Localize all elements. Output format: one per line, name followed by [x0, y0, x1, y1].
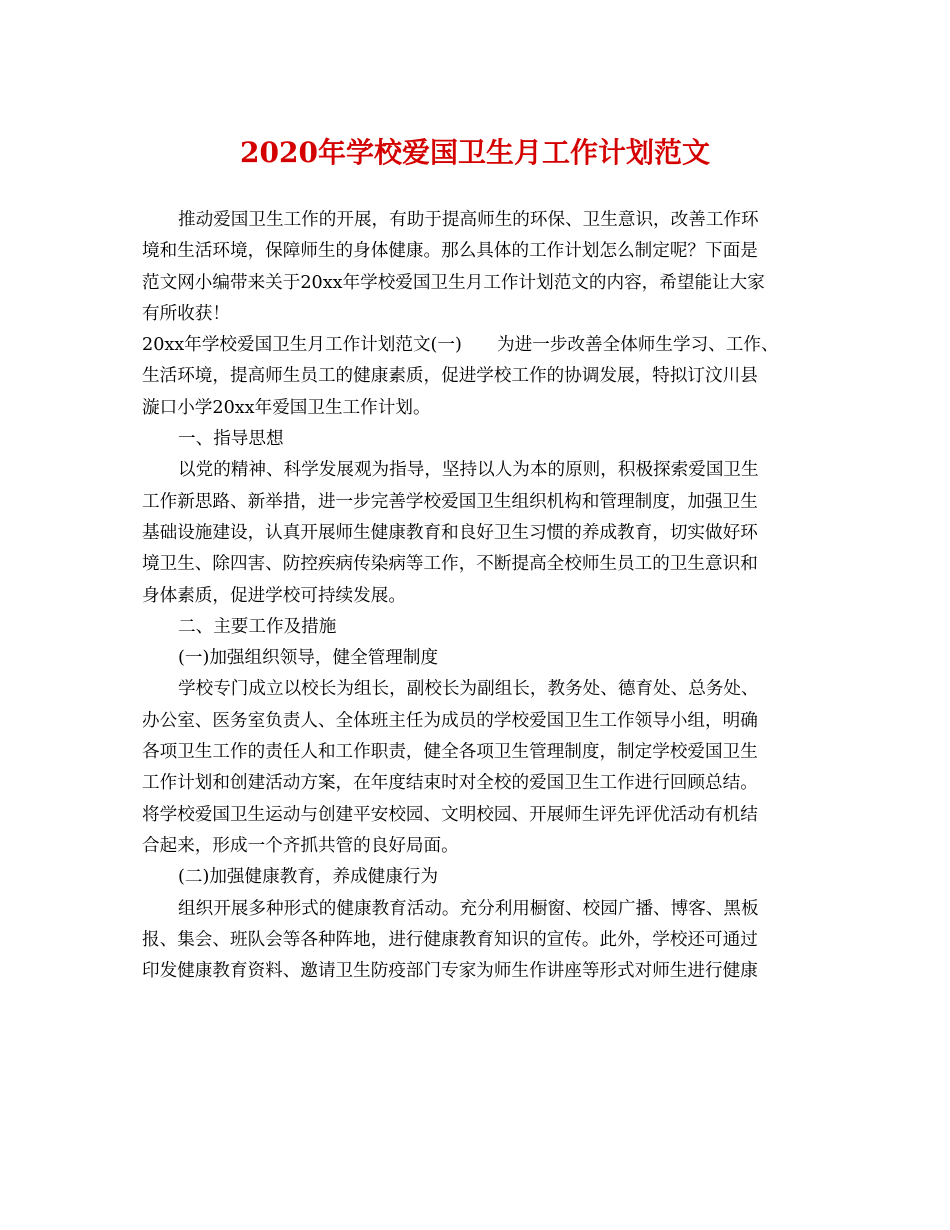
- text-line: 二、主要工作及措施: [178, 616, 337, 637]
- document-body: [142, 205, 810, 987]
- text-line: 组织开展多种形式的健康教育活动。充分利用橱窗、校园广播、博客、黑板: [178, 898, 759, 919]
- text-line: 生活环境，提高师生员工的健康素质，促进学校工作的协调发展，特拟订汶川县: [142, 366, 758, 387]
- text-line: 工作计划和创建活动方案，在年度结束时对全校的爱国卫生工作进行回顾总结。: [142, 773, 758, 794]
- text-line: 境和生活环境，保障师生的身体健康。那么具体的工作计划怎么制定呢？下面是: [142, 241, 758, 262]
- text-line: 工作新思路、新举措，进一步完善学校爱国卫生组织机构和管理制度，加强卫生: [142, 491, 758, 512]
- text-line: (一)加强组织领导，健全管理制度: [178, 648, 439, 669]
- text-line: 有所收获！: [142, 303, 230, 324]
- text-line: 漩口小学20xx年爱国卫生工作计划。: [142, 397, 431, 418]
- text-line: 境卫生、除四害、防控疾病传染病等工作，不断提高全校师生员工的卫生意识和: [142, 554, 758, 575]
- text-line: 基础设施建设，认真开展师生健康教育和良好卫生习惯的养成教育，切实做好环: [142, 522, 758, 543]
- text-line: 推动爱国卫生工作的开展，有助于提高师生的环保、卫生意识，改善工作环: [178, 210, 759, 230]
- text-line: 合起来，形成一个齐抓共管的良好局面。: [142, 835, 459, 856]
- text-line: 各项卫生工作的责任人和工作职责，健全各项卫生管理制度，制定学校爱国卫生: [142, 742, 758, 763]
- text-line: 20xx年学校爱国卫生月工作计划范文(一) 为进一步改善全体师生学习、工作、: [142, 335, 779, 356]
- text-line: 范文网小编带来关于20xx年学校爱国卫生月工作计划范文的内容，希望能让大家: [142, 272, 765, 293]
- text-line: 印发健康教育资料、邀请卫生防疫部门专家为师生作讲座等形式对师生进行健康: [142, 961, 758, 982]
- text-line: 身体素质，促进学校可持续发展。: [142, 585, 406, 606]
- text-line: 报、集会、班队会等各种阵地，进行健康教育知识的宣传。此外，学校还可通过: [142, 929, 758, 950]
- document-title: 2020年学校爱国卫生月工作计划范文: [240, 136, 710, 169]
- text-line: 以党的精神、科学发展观为指导，坚持以人为本的原则，积极探索爱国卫生: [178, 460, 759, 481]
- text-line: (二)加强健康教育，养成健康行为: [178, 867, 439, 888]
- text-line: 办公室、医务室负责人、全体班主任为成员的学校爱国卫生工作领导小组，明确: [142, 710, 758, 731]
- text-line: 学校专门成立以校长为组长，副校长为副组长，教务处、德育处、总务处、: [178, 679, 759, 700]
- text-line: 将学校爱国卫生运动与创建平安校园、文明校园、开展师生评先评优活动有机结: [142, 804, 758, 825]
- text-line: 一、指导思想: [178, 429, 284, 450]
